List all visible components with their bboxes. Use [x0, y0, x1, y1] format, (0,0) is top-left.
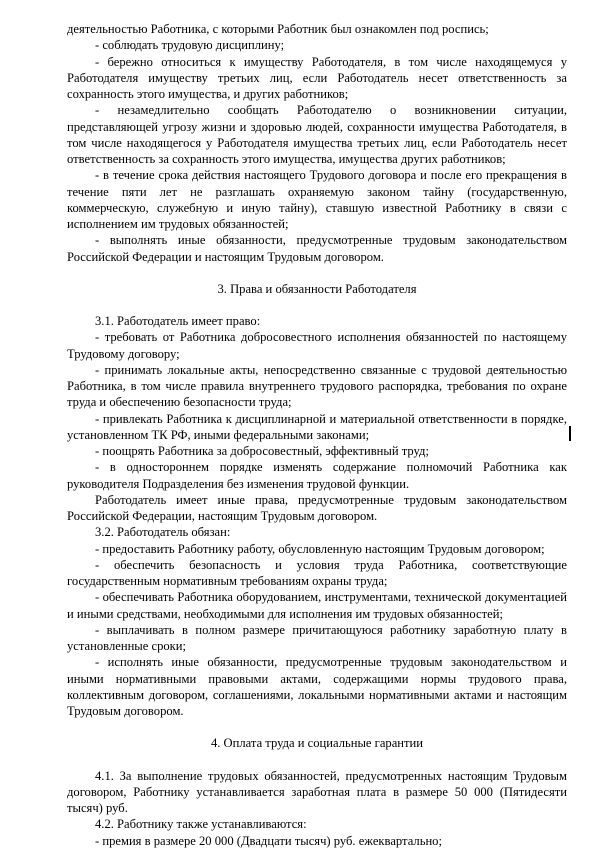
- paragraph: 3.2. Работодатель обязан:: [95, 525, 231, 540]
- paragraph: 4.1. За выполнение трудовых обязанностей, предусмотренных настоящим Трудовым договором, Работнику устанавливается заработная плата в размере 50 000 (Пятидесяти тысяч) руб.: [67, 768, 567, 815]
- list-item: - принимать локальные акты, непосредственно связанные с трудовой деятельностью Работника, в том числе правила внутреннего трудового распорядка, требования по охране труда и обеспечению безопасности труда;: [67, 362, 567, 410]
- list-item: - поощрять Работника за добросовестный, эффективный труд;: [95, 444, 429, 458]
- list-item: - премия в размере 20 000 (Двадцати тысяч) руб. ежеквартально;: [95, 833, 442, 848]
- section-3-heading: 3. Права и обязанности Работодателя: [217, 281, 417, 296]
- paragraph: 4.2. Работнику также устанавливаются:: [95, 817, 307, 832]
- list-item: - требовать от Работника добросовестного исполнения обязанностей по настоящему Трудовому договору;: [67, 330, 567, 361]
- paragraph: Работодатель имеет иные права, предусмотренные трудовым законодательством Российской Федерации, настоящим Трудовым договором.: [67, 492, 567, 523]
- list-item: - обеспечить безопасность и условия труда Работника, соответствующие государственным нормативным требованиям охраны труда;: [67, 557, 567, 588]
- section-4-heading: 4. Оплата труда и социальные гарантии: [210, 736, 424, 751]
- list-item: - бережно относиться к имуществу Работодателя, в том числе находящемуся у Работодателя имуществу третьих лиц, если Работодатель несет ответственность за сохранность этого имущества, и других работников;: [67, 54, 567, 101]
- list-item: - выплачивать в полном размере причитающуюся работнику заработную плату в установленные сроки;: [67, 622, 567, 653]
- list-item: - привлекать Работника к дисциплинарной и материальной ответственности в порядке, установленном ТК РФ, иными федеральными законами;: [67, 411, 567, 442]
- list-item: - исполнять иные обязанности, предусмотренные трудовым законодательством и иными нормативными правовыми актами, содержащими нормы трудового права, коллективным договором, соглашениями, локальными нормативными актами и настоящим Трудовым договором.: [67, 655, 567, 718]
- list-item: - соблюдать трудовую дисциплину;: [95, 38, 285, 53]
- document-body: [67, 21, 567, 849]
- list-item: - выполнять иные обязанности, предусмотренные трудовым законодательством Российской Федерации и настоящим Трудовым договором.: [67, 233, 567, 264]
- paragraph: 3.1. Работодатель имеет право:: [95, 314, 261, 328]
- list-item: - предоставить Работнику работу, обусловленную настоящим Трудовым договором;: [95, 541, 545, 556]
- list-item: - обеспечивать Работника оборудованием, инструментами, технической документацией и иными средствами, необходимыми для исполнения им трудовых обязанностей;: [67, 590, 567, 621]
- text-cursor: [569, 426, 571, 441]
- list-item: - в одностороннем порядке изменять содержание полномочий Работника как руководителя Подразделения без изменения трудовой функции.: [67, 460, 567, 491]
- paragraph: деятельностью Работника, с которыми Работник был ознакомлен под роспись;: [67, 22, 489, 36]
- list-item: - в течение срока действия настоящего Трудового договора и после его прекращения в течение пяти лет не разглашать охраняемую законом тайну (государственную, коммерческую, служебную и иную тайну), ставшую известной Работнику в связи с исполнением им трудовых обязанностей;: [67, 168, 567, 231]
- list-item: - незамедлительно сообщать Работодателю о возникновении ситуации, представляющей угрозу жизни и здоровью людей, сохранности имущества Работодателя, в том числе находящегося у Работодателя имущества третьих лиц, если Работодатель несет ответственность за сохранность этого имущества, имущества других работников;: [67, 103, 567, 166]
